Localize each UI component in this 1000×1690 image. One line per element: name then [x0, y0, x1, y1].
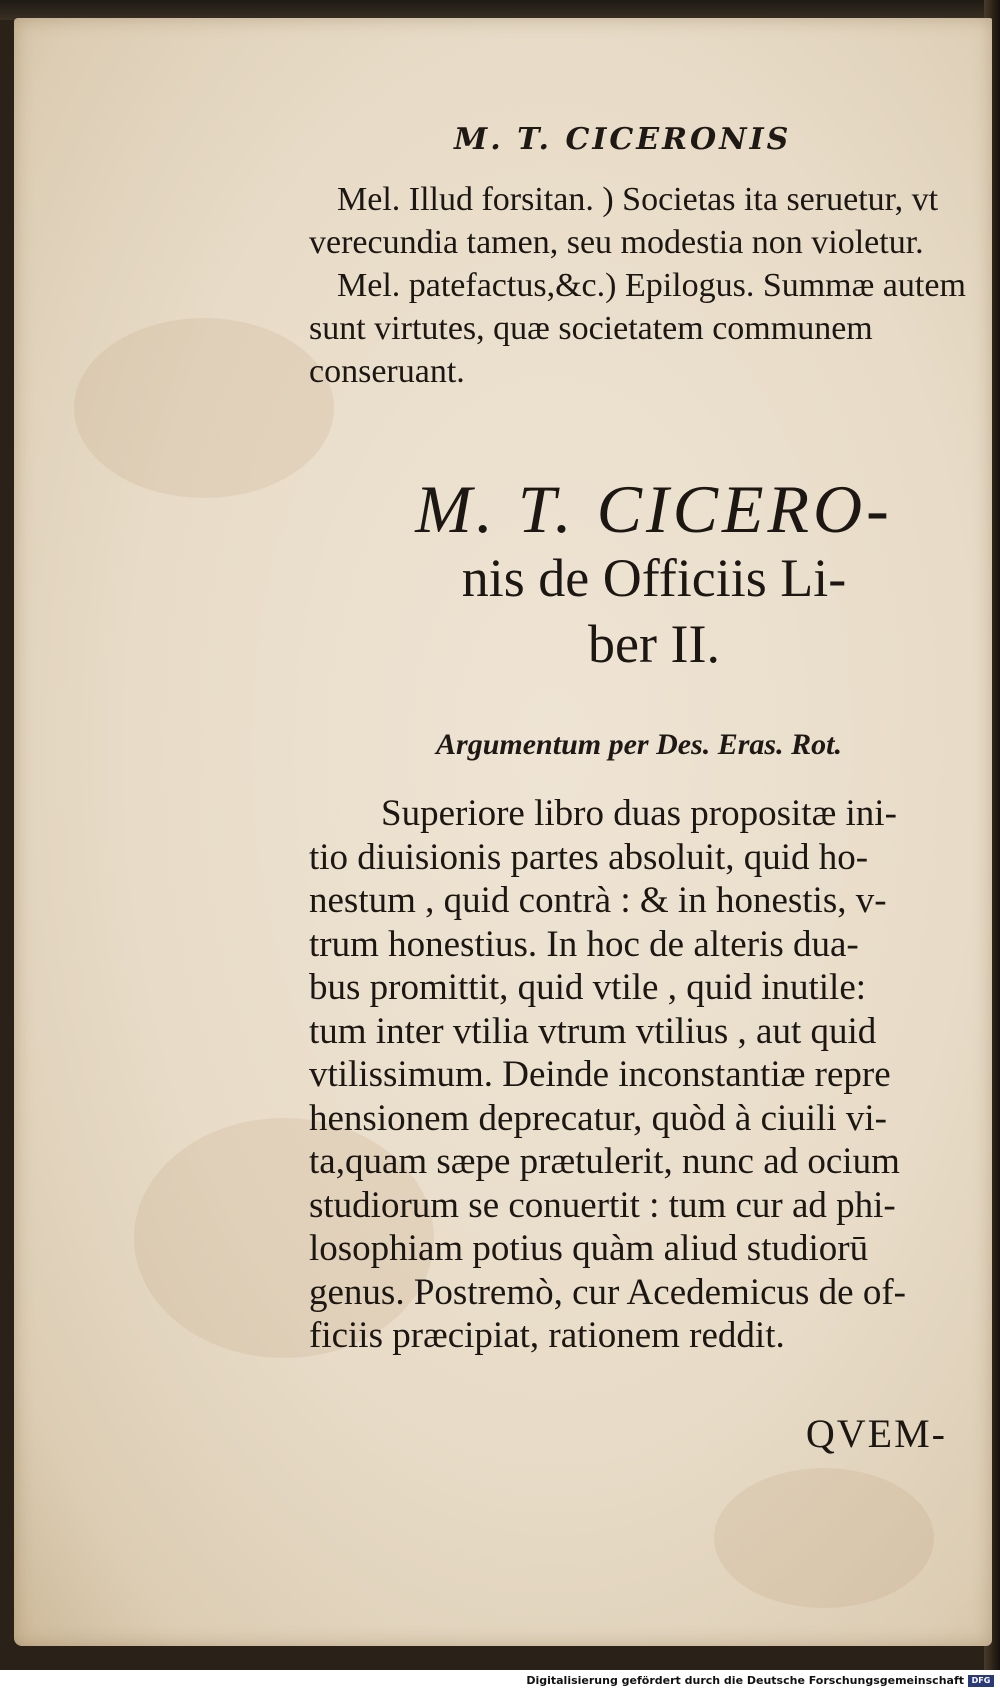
paper-stain [714, 1468, 934, 1608]
digitization-credit [0, 1672, 1000, 1690]
argument-line: ta,quam sæpe prætulerit, nunc ad ocium [309, 1141, 900, 1182]
argument-line: tum inter vtilia vtrum vtilius , aut quid [309, 1010, 877, 1052]
argument-heading: Argumentum per Des. Eras. Rot. [436, 728, 842, 761]
title-line: M. T. CICERO- [415, 471, 893, 547]
argument-line: Superiore libro duas propositæ ini- [381, 793, 897, 834]
commentary-note: Mel. Illud forsitan. ) Societas ita seruetur, vt verecundia tamen, seu modestia non violetur. [309, 181, 939, 261]
argument-line: tio diuisionis partes absoluit, quid ho- [309, 836, 869, 878]
running-head: M. T. CICERONIS [454, 122, 792, 157]
argument-paragraph [309, 792, 974, 1358]
title-line: ber II. [588, 614, 720, 674]
title-line: nis de Officiis Li- [461, 548, 847, 608]
book-page [14, 18, 992, 1646]
argument-line: nestum , quid contrà : & in honestis, v- [309, 880, 887, 921]
commentary-notes [309, 178, 974, 393]
catchword: QVEM- [805, 1411, 947, 1456]
argument-line: genus. Postremò, cur Acedemicus de of- [309, 1271, 906, 1313]
book-title [354, 473, 954, 677]
paper-stain [74, 318, 334, 498]
dfg-logo: DFG [968, 1675, 994, 1687]
commentary-note: Mel. patefactus,&c.) Epilogus. Summæ autem sunt virtutes, quæ societatem communem conseruant. [309, 267, 966, 390]
argument-line: trum honestius. In hoc de alteris dua- [309, 923, 859, 965]
argument-line: vtilissimum. Deinde inconstantiæ repre [309, 1054, 891, 1095]
argument-line: ficiis præcipiat, rationem reddit. [309, 1315, 785, 1356]
credit-text: Digitalisierung gefördert durch die Deutsche Forschungsgemeinschaft [526, 1674, 964, 1687]
argument-line: studiorum se conuertit : tum cur ad phi- [309, 1184, 896, 1226]
argument-line: hensionem deprecatur, quòd à ciuili vi- [309, 1097, 887, 1139]
scan-top-edge [0, 0, 1000, 20]
argument-line: bus promittit, quid vtile , quid inutile: [309, 967, 867, 1008]
argument-line: losophiam potius quàm aliud studiorū [309, 1228, 869, 1269]
